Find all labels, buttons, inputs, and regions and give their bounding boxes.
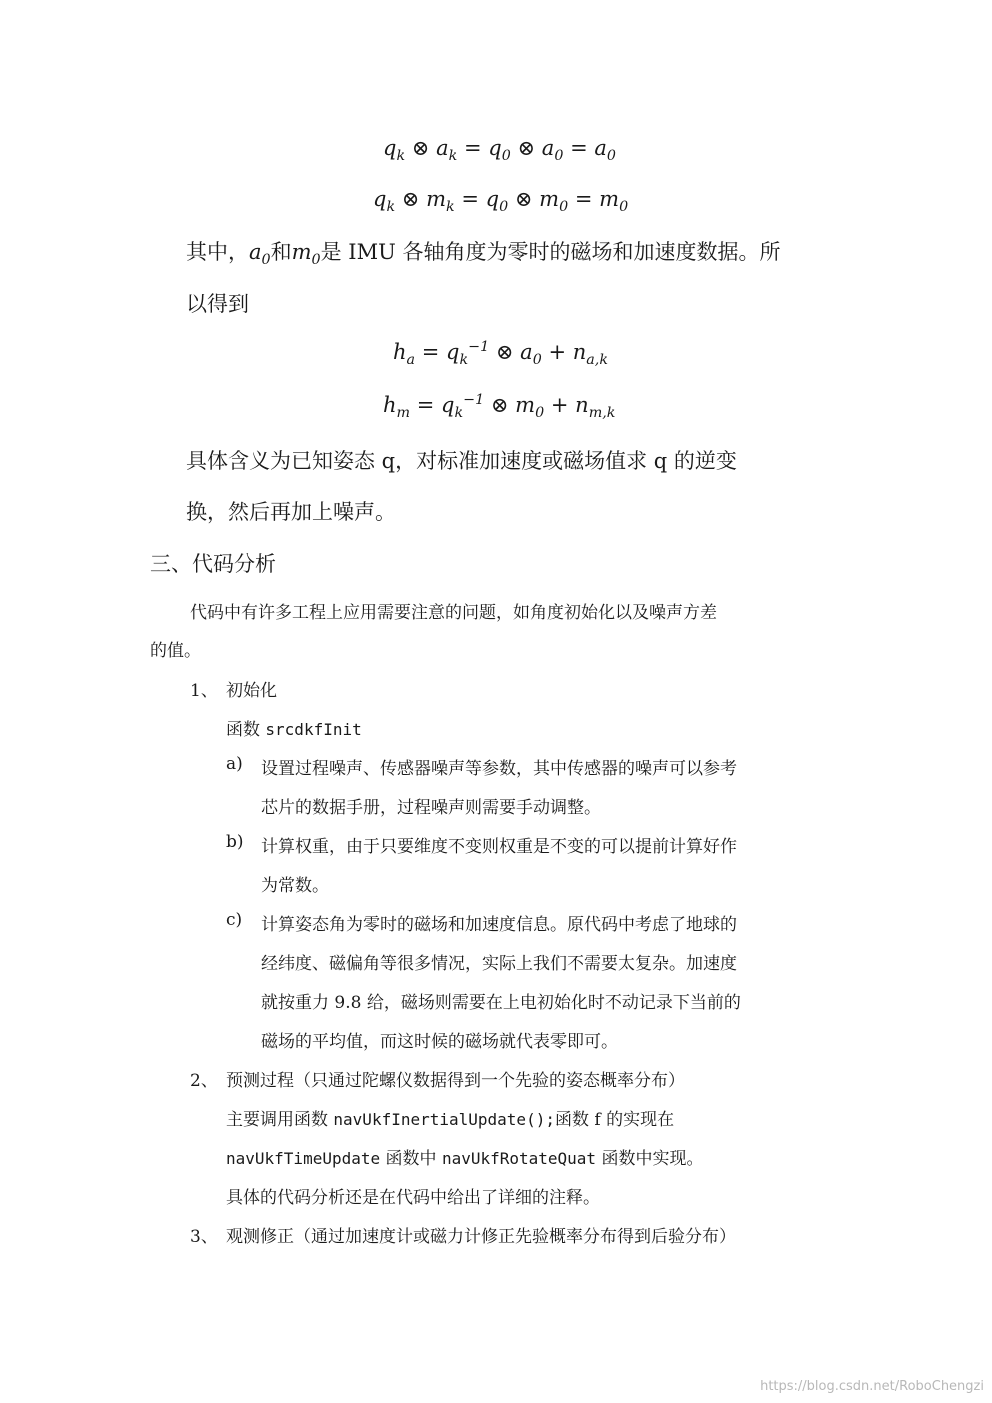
sub-b-label: b) — [226, 832, 244, 852]
item3-number: 3、 — [190, 1227, 218, 1247]
sub-b-line1: 计算权重，由于只要维度不变则权重是不变的可以提前计算好作 — [261, 837, 737, 857]
section-heading: 三、代码分析 — [150, 552, 276, 576]
intro-line2: 的值。 — [150, 641, 201, 661]
item2-number: 2、 — [190, 1071, 218, 1091]
item2-line3: 具体的代码分析还是在代码中给出了详细的注释。 — [226, 1188, 600, 1208]
item2-line2: navUkfTimeUpdate 函数中 navUkfRotateQuat 函数中实现。 — [226, 1149, 704, 1169]
item1-function: 函数 srcdkfInit — [226, 720, 362, 740]
sub-c-label: c) — [226, 910, 243, 930]
sub-a-line1: 设置过程噪声、传感器噪声等参数，其中传感器的噪声可以参考 — [261, 759, 737, 779]
equation-1: $q_k$ ⊗ $a_k = q_0$ ⊗ $a_0 = a_0$ — [383, 136, 616, 165]
paragraph-meaning-line2: 换，然后再加上噪声。 — [186, 500, 396, 524]
item3-title: 观测修正（通过加速度计或磁力计修正先验概率分布得到后验分布） — [226, 1227, 736, 1247]
sub-c-line2: 经纬度、磁偏角等很多情况，实际上我们不需要太复杂。加速度 — [261, 954, 737, 974]
intro-line1: 代码中有许多工程上应用需要注意的问题，如角度初始化以及噪声方差 — [190, 603, 717, 623]
item2-title: 预测过程（只通过陀螺仪数据得到一个先验的姿态概率分布） — [226, 1071, 685, 1091]
paragraph-definition: 其中，$a_0$和$m_0$是 IMU 各轴角度为零时的磁场和加速度数据。所 — [186, 240, 781, 269]
sub-a-label: a) — [226, 754, 243, 774]
sub-c-line1: 计算姿态角为零时的磁场和加速度信息。原代码中考虑了地球的 — [261, 915, 737, 935]
sub-a-line2: 芯片的数据手册，过程噪声则需要手动调整。 — [261, 798, 601, 818]
sub-c-line3: 就按重力 9.8 给，磁场则需要在上电初始化时不动记录下当前的 — [261, 993, 741, 1013]
watermark: https://blog.csdn.net/RoboChengzi — [760, 1379, 984, 1394]
equation-3: $h_a = q_k^{-1}$ ⊗ $a_0 + n_{a,k}$ — [393, 339, 608, 369]
equation-2: $q_k$ ⊗ $m_k = q_0$ ⊗ $m_0 = m_0$ — [373, 187, 629, 216]
paragraph-meaning-line1: 具体含义为已知姿态 q，对标准加速度或磁场值求 q 的逆变 — [186, 449, 737, 473]
item1-title: 初始化 — [226, 681, 277, 701]
item1-number: 1、 — [190, 681, 218, 701]
item2-line1: 主要调用函数 navUkfInertialUpdate();函数 f 的实现在 — [226, 1110, 675, 1130]
sub-b-line2: 为常数。 — [261, 876, 329, 896]
sub-c-line4: 磁场的平均值，而这时候的磁场就代表零即可。 — [261, 1032, 618, 1052]
paragraph-definition-line2: 以得到 — [186, 292, 249, 316]
equation-4: $h_m = q_k^{-1}$ ⊗ $m_0 + n_{m,k}$ — [383, 392, 616, 422]
